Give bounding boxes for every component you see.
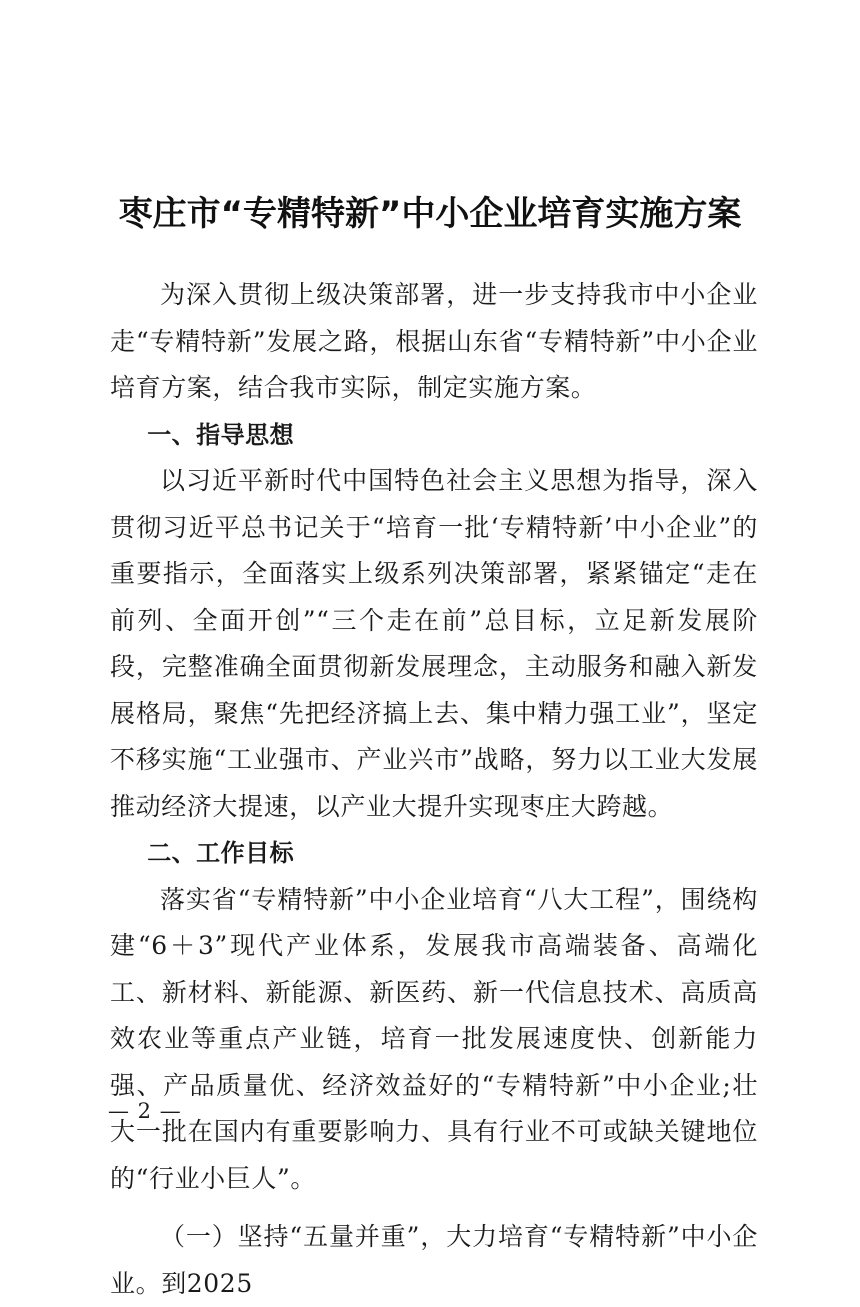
section-heading-guiding-ideology: 一、指导思想: [147, 420, 295, 449]
document-body: [110, 272, 758, 1307]
intro-paragraph: 为深入贯彻上级决策部署，进一步支持我市中小企业走“专精特新”发展之路，根据山东省“专精特新”中小企业培育方案，结合我市实际，制定实施方案。: [110, 280, 758, 402]
subitem-paragraph: （一）坚持“五量并重”，大力培育“专精特新”中小企业。到2025: [110, 1222, 758, 1298]
document-title: 枣庄市“专精特新”中小企业培育实施方案: [118, 194, 742, 234]
work-goals-paragraph: 落实省“专精特新”中小企业培育“八大工程”，围绕构建“6＋3”现代产业体系，发展我市高端装备、高端化工、新材料、新能源、新医药、新一代信息技术、高质高效农业等重点产业链，培育一批发展速度快、创新能力强、产品质量优、经济效益好的“专精特新”中小企业;壮大一批在国内有重要影响力、具有行业不可或缺关键地位的“行业小巨人”。: [110, 884, 758, 1193]
page-number: — 2 —: [108, 1099, 182, 1123]
section-heading-work-goals: 二、工作目标: [147, 839, 295, 867]
guiding-ideology-paragraph: 以习近平新时代中国特色社会主义思想为指导，深入贯彻习近平总书记关于“培育一批‘专精特新’中小企业”的重要指示，全面落实上级系列决策部署，紧紧锚定“走在前列、全面开创”“三个走在前”总目标，立足新发展阶段，完整准确全面贯彻新发展理念，主动服务和融入新发展格局，聚焦“先把经济搞上去、集中精力强工业”，坚定不移实施“工业强市、产业兴市”战略，努力以工业大发展推动经济大提速，以产业大提升实现枣庄大跨越。: [110, 466, 758, 821]
